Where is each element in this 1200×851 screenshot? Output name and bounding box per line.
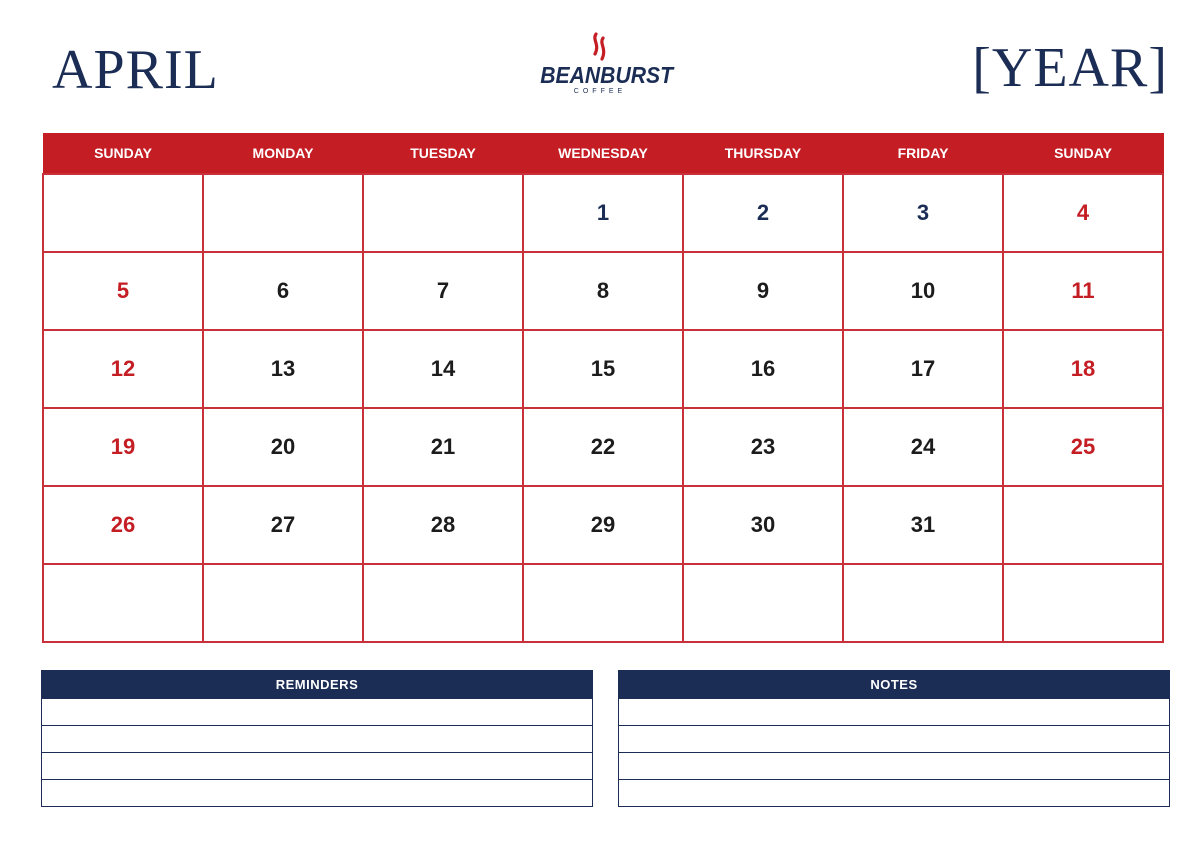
day-cell[interactable]: 28	[363, 486, 523, 564]
month-calendar	[42, 133, 1164, 643]
day-cell[interactable]: 15	[523, 330, 683, 408]
day-cell[interactable]: 27	[203, 486, 363, 564]
day-cell[interactable]: 4	[1003, 174, 1163, 252]
note-line[interactable]	[619, 699, 1169, 726]
note-line[interactable]	[619, 753, 1169, 780]
day-cell[interactable]: 17	[843, 330, 1003, 408]
day-header-thursday: THURSDAY	[683, 133, 843, 174]
day-header-last: SUNDAY	[1003, 133, 1163, 174]
week-row	[43, 174, 1163, 252]
day-cell[interactable]	[1003, 486, 1163, 564]
steam-icon	[589, 32, 611, 62]
day-cell[interactable]	[43, 564, 203, 642]
day-cell[interactable]	[523, 564, 683, 642]
day-header-friday: FRIDAY	[843, 133, 1003, 174]
day-cell[interactable]: 24	[843, 408, 1003, 486]
reminder-line[interactable]	[42, 780, 592, 807]
year-title: [YEAR]	[972, 37, 1168, 99]
note-line[interactable]	[619, 780, 1169, 807]
day-cell[interactable]	[203, 174, 363, 252]
day-cell[interactable]	[43, 174, 203, 252]
day-cell[interactable]: 21	[363, 408, 523, 486]
day-cell[interactable]: 6	[203, 252, 363, 330]
day-cell[interactable]	[363, 564, 523, 642]
reminder-line[interactable]	[42, 753, 592, 780]
day-cell[interactable]	[363, 174, 523, 252]
day-cell[interactable]: 16	[683, 330, 843, 408]
weekday-header-row	[43, 133, 1163, 174]
week-row	[43, 564, 1163, 642]
day-cell[interactable]	[1003, 564, 1163, 642]
day-cell[interactable]: 8	[523, 252, 683, 330]
day-cell[interactable]: 13	[203, 330, 363, 408]
day-header-sunday: SUNDAY	[43, 133, 203, 174]
brand-name: BEANBURST	[540, 62, 674, 88]
day-cell[interactable]	[203, 564, 363, 642]
day-header-tuesday: TUESDAY	[363, 133, 523, 174]
month-title: APRIL	[52, 39, 219, 101]
note-line[interactable]	[619, 726, 1169, 753]
day-cell[interactable]: 11	[1003, 252, 1163, 330]
day-cell[interactable]: 31	[843, 486, 1003, 564]
day-header-wednesday: WEDNESDAY	[523, 133, 683, 174]
day-cell[interactable]: 7	[363, 252, 523, 330]
reminders-title: REMINDERS	[42, 671, 592, 699]
day-cell[interactable]	[843, 564, 1003, 642]
brand-logo	[535, 32, 674, 112]
day-cell[interactable]: 12	[43, 330, 203, 408]
week-row	[43, 486, 1163, 564]
reminder-line[interactable]	[42, 699, 592, 726]
day-cell[interactable]: 25	[1003, 408, 1163, 486]
day-cell[interactable]: 19	[43, 408, 203, 486]
week-row	[43, 252, 1163, 330]
day-cell[interactable]: 26	[43, 486, 203, 564]
day-cell[interactable]: 18	[1003, 330, 1163, 408]
day-cell[interactable]: 23	[683, 408, 843, 486]
day-cell[interactable]: 29	[523, 486, 683, 564]
day-cell[interactable]: 3	[843, 174, 1003, 252]
reminder-line[interactable]	[42, 726, 592, 753]
day-cell[interactable]: 10	[843, 252, 1003, 330]
reminders-panel	[41, 670, 593, 807]
week-row	[43, 330, 1163, 408]
day-cell[interactable]	[683, 564, 843, 642]
day-cell[interactable]: 9	[683, 252, 843, 330]
day-cell[interactable]: 14	[363, 330, 523, 408]
week-row	[43, 408, 1163, 486]
day-cell[interactable]: 22	[523, 408, 683, 486]
day-cell[interactable]: 5	[43, 252, 203, 330]
day-header-monday: MONDAY	[203, 133, 363, 174]
day-cell[interactable]: 30	[683, 486, 843, 564]
notes-title: NOTES	[619, 671, 1169, 699]
brand-tagline: COFFEE	[573, 88, 627, 95]
day-cell[interactable]: 2	[683, 174, 843, 252]
day-cell[interactable]: 1	[523, 174, 683, 252]
day-cell[interactable]: 20	[203, 408, 363, 486]
notes-panel	[618, 670, 1170, 807]
